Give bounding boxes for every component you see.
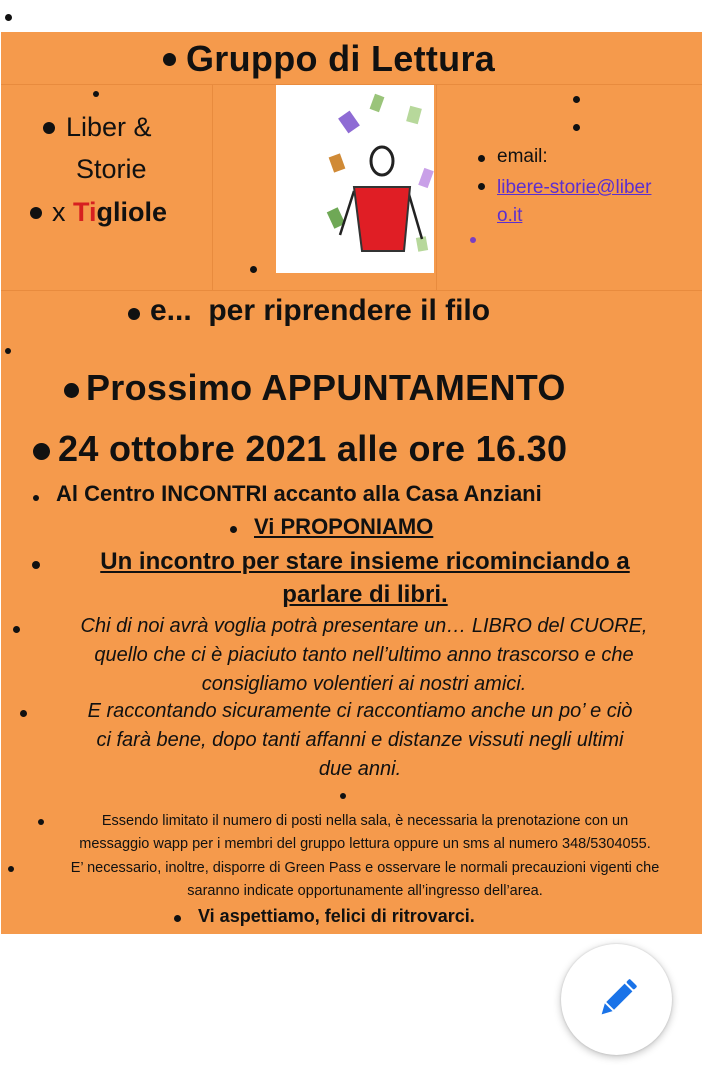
bullet (30, 207, 42, 219)
bullet (5, 348, 11, 354)
bullet (20, 710, 27, 717)
closing: Vi aspettiamo, felici di ritrovarci. (198, 906, 475, 926)
bullet (163, 53, 176, 66)
para2-line1: E raccontando sicuramente ci raccontiamo anche un po’ e ciò (87, 700, 633, 722)
bullet (13, 626, 20, 633)
town-ti: Ti (73, 197, 97, 227)
appointment-heading: Prossimo APPUNTAMENTO (86, 367, 566, 408)
propose: Vi PROPONIAMO (254, 514, 434, 539)
reading-logo (276, 85, 434, 273)
bullet (340, 793, 346, 799)
email-line1[interactable]: libere-storie@liber (497, 177, 652, 198)
note2-line2: saranno indicate opportunamente all’ingresso dell’area. (187, 883, 543, 899)
header-divider (436, 84, 437, 290)
bullet (478, 155, 485, 162)
email-label: email: (497, 146, 548, 167)
group-name-line1: Liber & (66, 112, 152, 142)
bullet (128, 308, 140, 320)
header-divider (1, 290, 702, 291)
bullet (43, 122, 55, 134)
bullet (478, 183, 485, 190)
bullet (573, 124, 580, 131)
bullet (93, 91, 99, 97)
bullet (470, 237, 476, 243)
para1-line1: Chi di noi avrà voglia potrà presentare un… LIBRO del CUORE, (80, 615, 648, 637)
note-booking (20, 810, 710, 856)
para1-line2: quello che ci è piaciuto tanto nell’ultimo anno trascorso e che (94, 644, 634, 666)
pencil-icon (561, 944, 672, 1055)
note1-line1: Essendo limitato il numero di posti nella sala, è necessaria la prenotazione con un (101, 813, 629, 829)
email-link[interactable] (497, 174, 651, 230)
stray-bullet (5, 14, 12, 21)
town-rest: gliole (96, 197, 168, 227)
note2-line1: E’ necessario, inoltre, disporre di Green Pass e osservare le normali precauzioni vigenti che (70, 860, 660, 876)
tagline: e... per riprendere il filo (150, 294, 491, 327)
bullet (64, 383, 79, 398)
meeting-line2: parlare di libri. (282, 581, 448, 608)
juggling-books-illustration (276, 85, 434, 273)
bullet (33, 495, 39, 501)
place: Al Centro INCONTRI accanto alla Casa Anziani (56, 481, 542, 506)
meeting-line1: Un incontro per stare insieme ricominciando a (100, 548, 630, 575)
bullet (33, 443, 50, 460)
town-prefix: x (52, 197, 74, 227)
edit-button[interactable] (561, 944, 672, 1055)
bullet (174, 915, 181, 922)
header-divider (212, 84, 213, 290)
appointment-date: 24 ottobre 2021 alle ore 16.30 (58, 428, 568, 469)
bullet (573, 96, 580, 103)
group-name-line2: Storie (76, 154, 147, 184)
meeting-description (40, 545, 690, 611)
note1-line2: messaggio wapp per i membri del gruppo lettura oppure un sms al numero 348/5304055. (79, 836, 651, 852)
bullet (230, 526, 237, 533)
bullet (8, 866, 14, 872)
note-greenpass (20, 857, 710, 903)
bullet (32, 561, 40, 569)
para2-line2: ci farà bene, dopo tanti affanni e distanze vissuti negli ultimi (96, 729, 624, 751)
paragraph-telling (30, 697, 690, 784)
paragraph-book (24, 612, 704, 699)
para2-line3: due anni. (318, 758, 402, 780)
para1-line3: consigliamo volentieri ai nostri amici. (201, 673, 527, 695)
poster-title: Gruppo di Lettura (186, 38, 496, 79)
bullet (250, 266, 257, 273)
email-line2[interactable]: o.it (497, 205, 523, 226)
group-town (52, 197, 167, 228)
